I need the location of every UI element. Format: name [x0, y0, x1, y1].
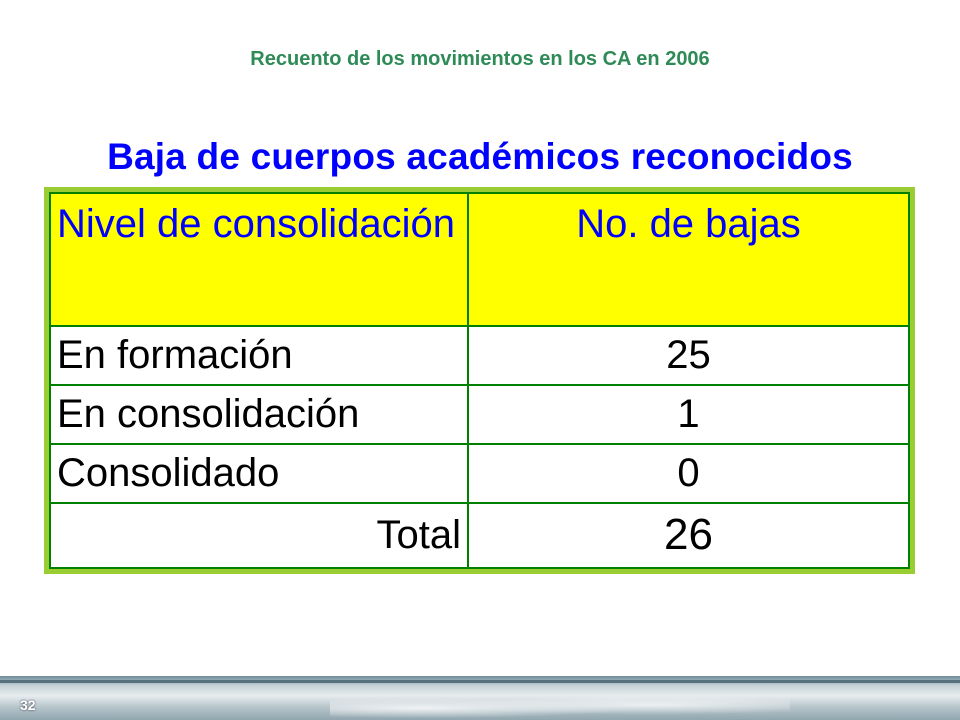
table-row [50, 385, 909, 444]
table-title: Baja de cuerpos académicos reconocidos [107, 136, 853, 177]
column-header-count: No. de bajas [468, 193, 909, 326]
total-value: 26 [468, 503, 909, 568]
row-value: 1 [468, 385, 909, 444]
row-label: Consolidado [50, 444, 468, 503]
row-value: 25 [468, 326, 909, 385]
slide-header-title: Recuento de los movimientos en los CA en 2006 [250, 48, 710, 70]
footer-ornament-image [330, 690, 790, 720]
table-row [50, 444, 909, 503]
total-label: Total [50, 503, 468, 568]
data-table-frame [44, 187, 915, 574]
row-value: 0 [468, 444, 909, 503]
table-total-row [50, 503, 909, 568]
row-label: En formación [50, 326, 468, 385]
table-row [50, 326, 909, 385]
row-label: En consolidación [50, 385, 468, 444]
table-header-row [50, 193, 909, 326]
footer-divider [0, 680, 960, 683]
page-number: 32 [20, 697, 36, 713]
data-table [49, 192, 910, 569]
column-header-level: Nivel de consolidación [50, 193, 468, 326]
